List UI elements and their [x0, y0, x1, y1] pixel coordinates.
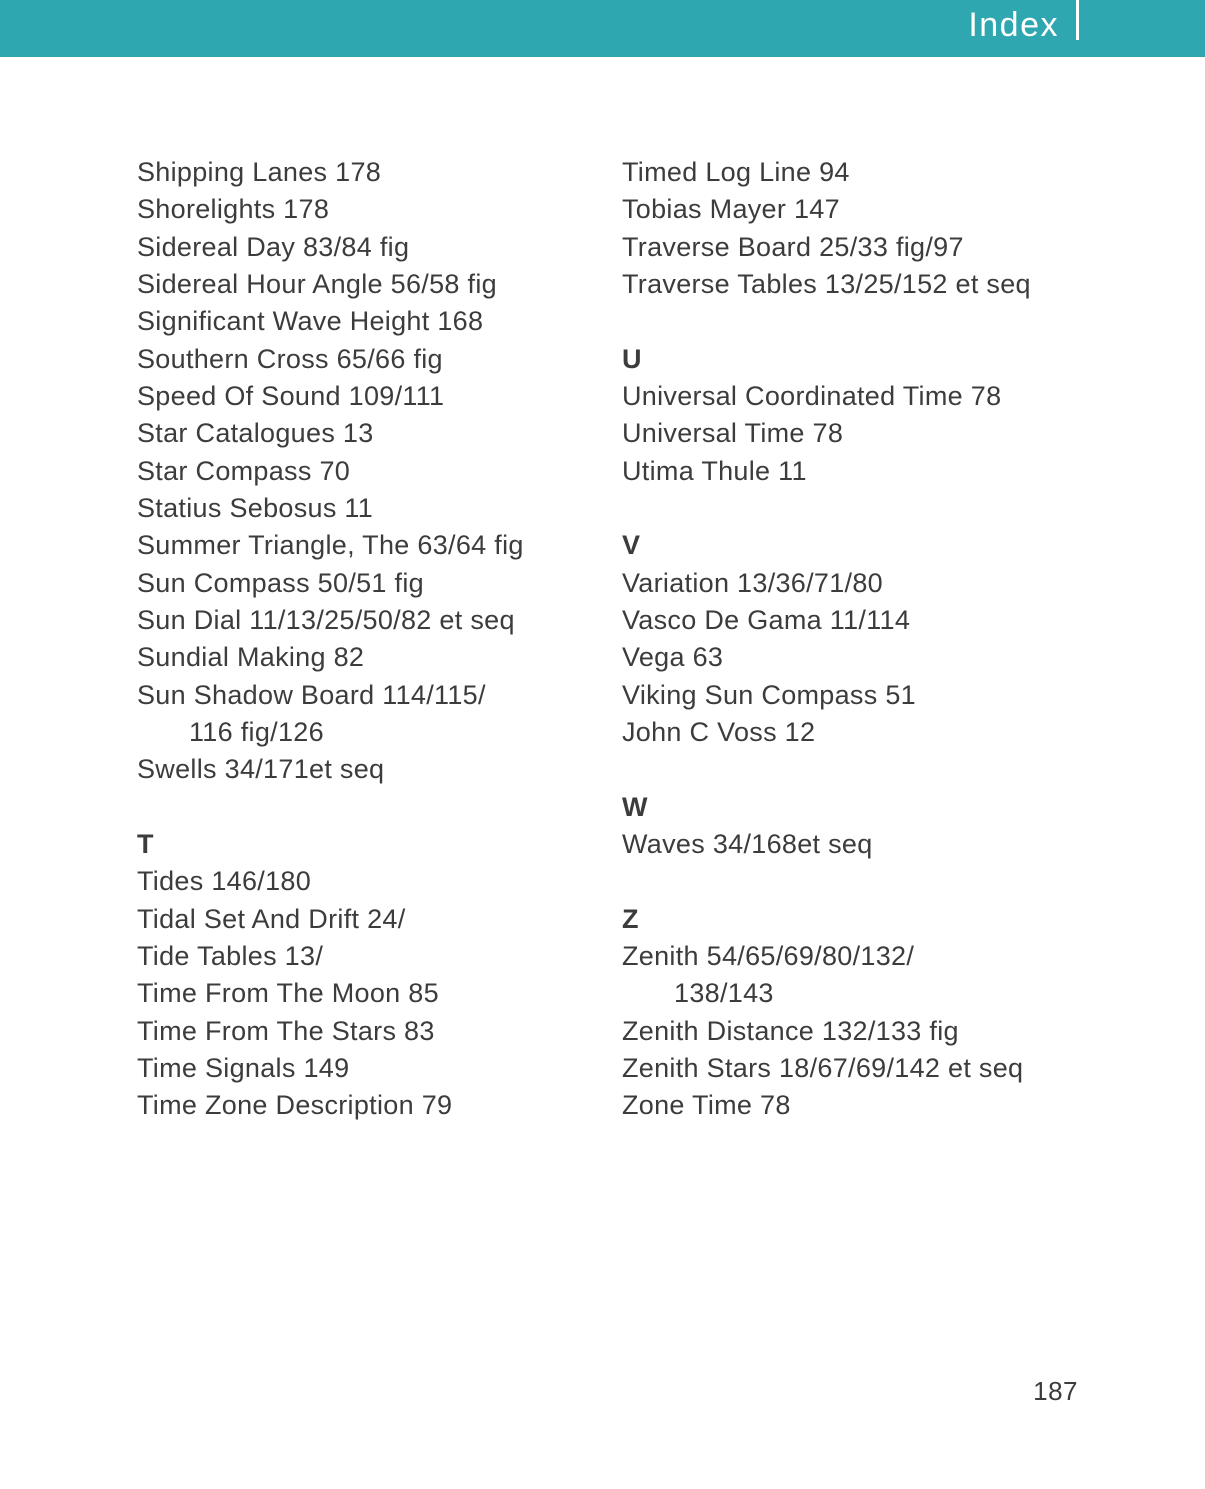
header-divider-bar: [1076, 0, 1079, 40]
index-entry: Waves 34/168et seq: [622, 828, 873, 859]
index-entry: Tides 146/180: [137, 866, 312, 897]
index-entry: Universal Time 78: [622, 418, 844, 449]
index-entry: Zenith Distance 132/133 fig: [622, 1015, 959, 1046]
index-entry: Traverse Board 25/33 fig/97: [622, 231, 964, 262]
page-title: Index: [968, 6, 1059, 44]
index-entry: Sundial Making 82: [137, 642, 365, 673]
index-entry: John C Voss 12: [622, 716, 816, 747]
index-entry: Summer Triangle, The 63/64 fig: [137, 530, 524, 561]
index-entry: Time Zone Description 79: [137, 1090, 453, 1121]
blank-line: [622, 303, 1142, 340]
index-entry: Utima Thule 11: [622, 455, 807, 486]
section-heading: T: [137, 828, 154, 859]
page-header: [0, 0, 1205, 57]
index-entry: Time From The Stars 83: [137, 1015, 435, 1046]
index-entry: Viking Sun Compass 51: [622, 679, 916, 710]
index-entry: Sun Dial 11/13/25/50/82 et seq: [137, 604, 515, 635]
index-entry: Speed Of Sound 109/111: [137, 380, 445, 411]
index-entry: Sidereal Hour Angle 56/58 fig: [137, 268, 497, 299]
blank-line: [622, 863, 1142, 900]
index-entry: Sun Compass 50/51 fig: [137, 567, 424, 598]
index-entry-continuation: 138/143: [674, 978, 774, 1009]
index-entry: Universal Coordinated Time 78: [622, 380, 1002, 411]
index-entry: Zone Time 78: [622, 1090, 791, 1121]
index-entry: Tobias Mayer 147: [622, 194, 840, 225]
index-entry: Vasco De Gama 11/114: [622, 604, 911, 635]
blank-line: [622, 490, 1142, 527]
index-entry: Sun Shadow Board 114/115/: [137, 679, 486, 710]
index-entry: Tide Tables 13/: [137, 940, 324, 971]
index-entry: Statius Sebosus 11: [137, 492, 374, 523]
index-entry: Significant Wave Height 168: [137, 306, 484, 337]
index-entry: Sidereal Day 83/84 fig: [137, 231, 410, 262]
index-entry: Southern Cross 65/66 fig: [137, 343, 443, 374]
index-entry: Vega 63: [622, 642, 724, 673]
index-entry: Tidal Set And Drift 24/: [137, 903, 406, 934]
blank-line: [622, 751, 1142, 788]
blank-line: [137, 789, 622, 826]
index-entry: Shipping Lanes 178: [137, 157, 382, 187]
section-heading: V: [622, 530, 641, 561]
index-entry: Star Catalogues 13: [137, 418, 374, 449]
index-entry: Time From The Moon 85: [137, 978, 439, 1009]
index-entry: Swells 34/171et seq: [137, 754, 385, 785]
index-entry-continuation: 116 fig/126: [189, 716, 324, 747]
section-heading: W: [622, 791, 648, 822]
index-column-1: [137, 154, 622, 1125]
index-entry: Timed Log Line 94: [622, 157, 850, 187]
index-entry: Zenith 54/65/69/80/132/: [622, 940, 915, 971]
section-heading: Z: [622, 903, 639, 934]
index-column-2: [622, 154, 1142, 1125]
index-entry: Zenith Stars 18/67/69/142 et seq: [622, 1052, 1024, 1083]
index-entry: Shorelights 178: [137, 194, 330, 225]
section-heading: U: [622, 343, 642, 374]
index-entry: Star Compass 70: [137, 455, 351, 486]
index-entry: Variation 13/36/71/80: [622, 567, 883, 598]
index-entry: Traverse Tables 13/25/152 et seq: [622, 268, 1031, 299]
index-entry: Time Signals 149: [137, 1052, 350, 1083]
page-number: 187: [1033, 1376, 1078, 1406]
